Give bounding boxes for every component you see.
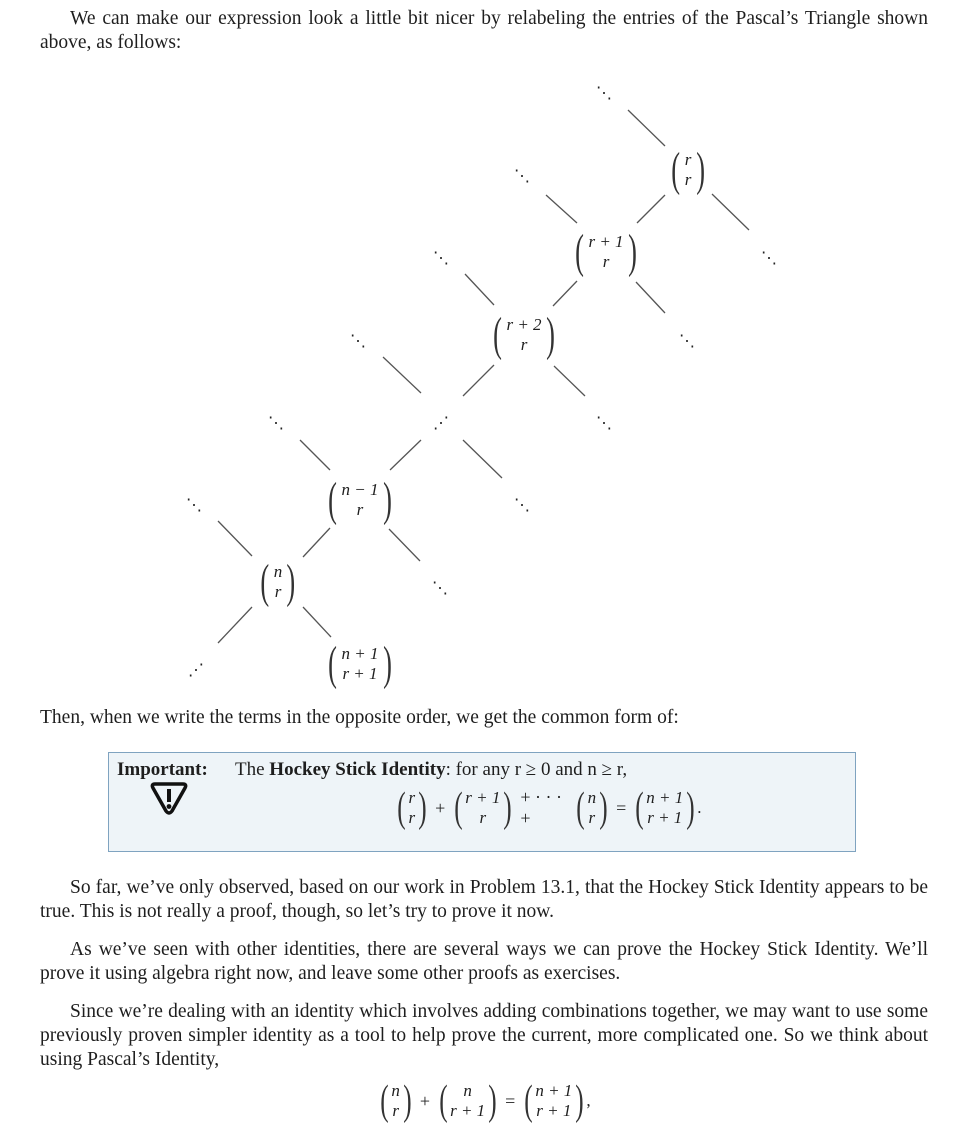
binom-node: ( n r ) (260, 555, 296, 608)
edge (628, 110, 665, 146)
intro-paragraph: We can make our expression look a little bit nicer by relabeling the entries of the Pascal’s Triangle shown above, as follows: (40, 8, 928, 53)
ellipsis: ⋱ (268, 415, 284, 432)
ellipsis: ⋱ (514, 497, 530, 514)
edge (465, 274, 494, 305)
edge (383, 357, 421, 393)
edge (712, 194, 749, 230)
hockey-stick-term: Hockey Stick Identity (269, 759, 446, 780)
binom-node: ( r + 2 r ) (493, 308, 555, 361)
ellipsis: ⋰ (433, 415, 449, 432)
then-paragraph: Then, when we write the terms in the opposite order, we get the common form of: (40, 707, 679, 728)
ellipsis: ⋱ (350, 333, 366, 350)
ellipsis: ⋱ (761, 250, 777, 267)
ellipsis: ⋱ (514, 168, 530, 185)
edge (463, 365, 494, 396)
important-callout (108, 752, 856, 852)
binom-node: ( n + 1 r + 1 ) (328, 637, 392, 690)
binom-node: ( r + 1 r ) (575, 225, 637, 278)
pascal-identity-equation: ( n r ) + ( n r + 1 ) = ( n + 1 r + 1 ) , (380, 1078, 591, 1124)
warning-triangle-icon (149, 781, 189, 815)
edge (637, 195, 665, 223)
ellipsis: ⋱ (432, 580, 448, 597)
so-far-paragraph: So far, we’ve only observed, based on our work in Problem 13.1, that the Hockey Stick Identity appears to be true. This is not really a proof, though, so let’s try to prove it now. (40, 877, 928, 922)
edge (636, 282, 665, 313)
callout-label: Important: (117, 759, 208, 780)
ellipsis: ⋱ (433, 250, 449, 267)
edge (389, 529, 420, 561)
edge (390, 440, 421, 470)
binom-node: ( n − 1 r ) (328, 473, 392, 526)
edge (463, 440, 502, 478)
edge (303, 528, 330, 557)
edge (218, 607, 252, 643)
hockey-stick-equation: ( r r ) + ( r + 1 r ) + · · · + ( n r ) = ( n + 1 r + 1 ) . (397, 785, 702, 831)
ellipsis: ⋱ (186, 497, 202, 514)
edge (218, 521, 252, 556)
edge (300, 440, 330, 470)
binom-node: ( r r ) (671, 143, 705, 196)
edge (303, 607, 331, 637)
ellipsis: ⋰ (188, 662, 204, 679)
callout-text: The Hockey Stick Identity: for any r ≥ 0 and n ≥ r, (235, 759, 628, 780)
ellipsis: ⋱ (596, 415, 612, 432)
ellipsis: ⋱ (679, 333, 695, 350)
edge (546, 195, 577, 223)
ellipsis: ⋱ (596, 85, 612, 102)
edge (553, 281, 577, 306)
edge (554, 366, 585, 396)
as-seen-paragraph: As we’ve seen with other identities, there are several ways we can prove the Hockey Stick Identity. We’ll prove it using algebra right now, and leave some other proofs as exercises. (40, 939, 928, 984)
since-paragraph: Since we’re dealing with an identity which involves adding combinations together, we may want to use some previously proven simpler identity as a tool to help prove the current, more complicated one. So we think about using Pascal’s Identity, (40, 1001, 928, 1070)
